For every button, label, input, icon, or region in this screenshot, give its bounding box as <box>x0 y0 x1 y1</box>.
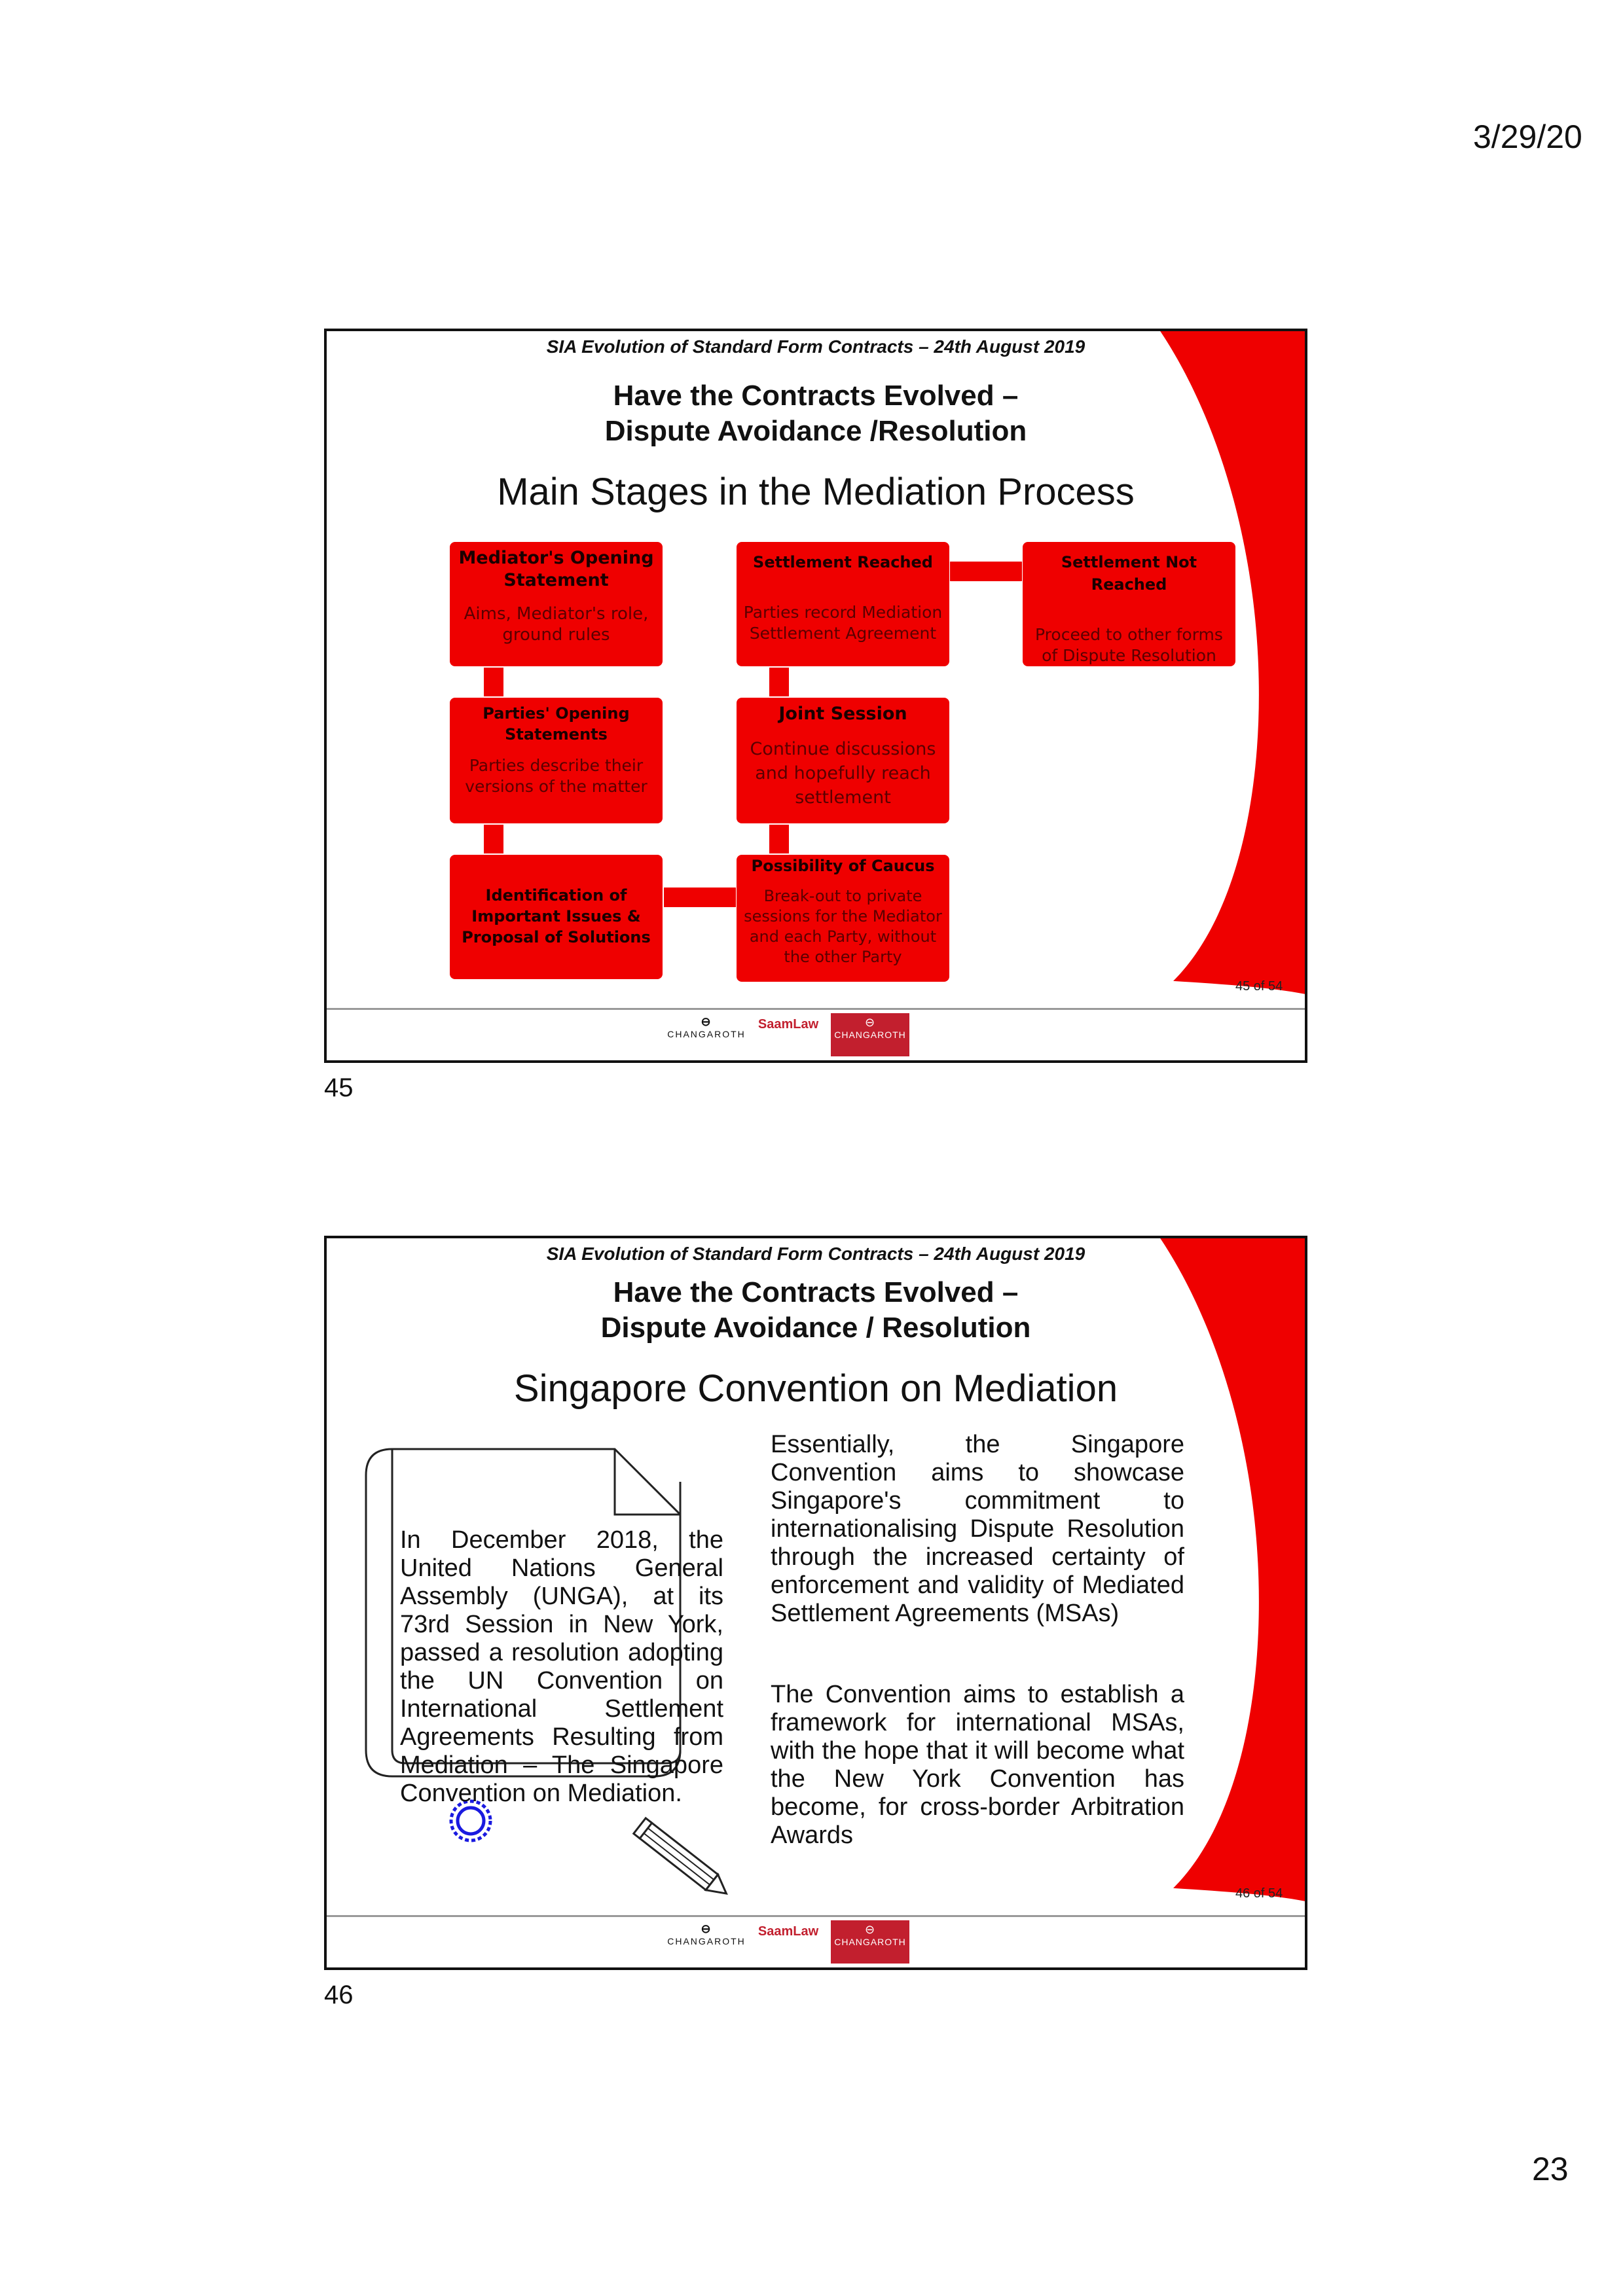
stage-box-mediator-opening <box>450 542 663 666</box>
slide-title-line1: Have the Contracts Evolved – <box>613 1276 1019 1308</box>
saamlaw-logo <box>752 1924 824 1964</box>
stage-title: Mediator's Opening Statement <box>458 548 654 590</box>
connector <box>484 825 503 853</box>
changaroth-chambers-logo: ⊖ CHANGAROTH <box>667 1015 746 1039</box>
slide-number-label: 46 <box>324 1981 354 2009</box>
footer-divider <box>327 1008 1305 1010</box>
pencil-icon <box>628 1814 739 1906</box>
slide-title-line1: Have the Contracts Evolved – <box>613 380 1019 412</box>
slide-pager: 46 of 54 <box>1235 1886 1283 1901</box>
logo-text: CHANGAROTH <box>667 1936 746 1946</box>
slide-subtitle: SIA Evolution of Standard Form Contracts – 24th August 2019 <box>546 336 1085 357</box>
un-adoption-text: In December 2018, the United Nations General Assembly (UNGA), at its 73rd Session in New York, passed a resolution adopting the UN Convention on International Settlement Agreements Resulting from Mediation – The Singapore Convention on Mediation. <box>400 1526 723 1807</box>
stage-title: Possibility of Caucus <box>751 857 935 875</box>
stage-box-joint-session <box>737 698 949 823</box>
convention-framework-text: The Convention aims to establish a framework for international MSAs, with the hope that it will become what the New York Convention has become, for cross-border Arbitration Awards <box>771 1681 1184 1849</box>
changaroth-international-logo: ⊖ CHANGAROTH <box>831 1920 909 1964</box>
logo-text: SaamLaw <box>757 1017 819 1031</box>
page-number: 23 <box>1532 2151 1569 2187</box>
stage-title: Settlement Reached <box>753 553 933 571</box>
stage-box-identification <box>450 855 663 979</box>
stage-title: Joint Session <box>778 704 907 724</box>
slide-title-line2: Dispute Avoidance / Resolution <box>600 1312 1031 1344</box>
footer-divider <box>327 1915 1305 1917</box>
saamlaw-logo <box>752 1017 824 1056</box>
connector <box>484 668 503 696</box>
stage-box-caucus <box>737 855 949 982</box>
logo-text: CHANGAROTH <box>667 1029 746 1039</box>
slide-46 <box>324 1236 1307 1970</box>
stage-box-settlement-reached <box>737 542 949 666</box>
changaroth-chambers-logo: ⊖ CHANGAROTH <box>667 1922 746 1946</box>
stage-title: Identification of Important Issues & Proposal of Solutions <box>462 886 651 946</box>
stage-desc: Parties describe their versions of the matter <box>465 756 647 796</box>
stage-box-settlement-not-reached <box>1023 542 1235 666</box>
slide-heading: Main Stages in the Mediation Process <box>497 471 1135 513</box>
page-date: 3/29/20 <box>1473 118 1582 155</box>
stage-desc: Break-out to private sessions for the Mediator and each Party, without the other Party <box>744 887 942 966</box>
logo-text: CHANGAROTH <box>834 1937 906 1947</box>
convention-purpose-text: Essentially, the Singapore Convention aims to showcase Singapore's commitment to internationalising Dispute Resolution through the increased certainty of enforcement and validity of Mediated Settlement Agreements (MSAs) <box>771 1431 1184 1627</box>
connector <box>769 668 789 696</box>
connector <box>769 825 789 853</box>
stage-desc: Continue discussions and hopefully reach settlement <box>750 739 936 808</box>
logo-text: CHANGAROTH <box>834 1030 906 1040</box>
slide-subtitle: SIA Evolution of Standard Form Contracts – 24th August 2019 <box>546 1244 1085 1264</box>
slide-pager: 45 of 54 <box>1235 979 1283 994</box>
logo-text: SaamLaw <box>757 1924 819 1939</box>
changaroth-international-logo: ⊖ CHANGAROTH <box>831 1013 909 1056</box>
slide-heading: Singapore Convention on Mediation <box>513 1367 1118 1410</box>
stage-desc: Parties record Mediation Settlement Agreement <box>743 603 943 643</box>
slide-number-label: 45 <box>324 1073 354 1102</box>
slide-45 <box>324 329 1307 1063</box>
stage-desc: Aims, Mediator's role, ground rules <box>464 604 649 645</box>
stage-desc: Proceed to other forms of Dispute Resolution <box>1035 625 1223 665</box>
stage-title: Parties' Opening Statements <box>483 704 630 744</box>
stage-box-parties-opening <box>450 698 663 823</box>
slide-title-line2: Dispute Avoidance /Resolution <box>604 415 1027 447</box>
connector <box>950 562 1022 581</box>
stage-title: Settlement Not Reached <box>1061 553 1197 594</box>
connector <box>664 888 736 907</box>
